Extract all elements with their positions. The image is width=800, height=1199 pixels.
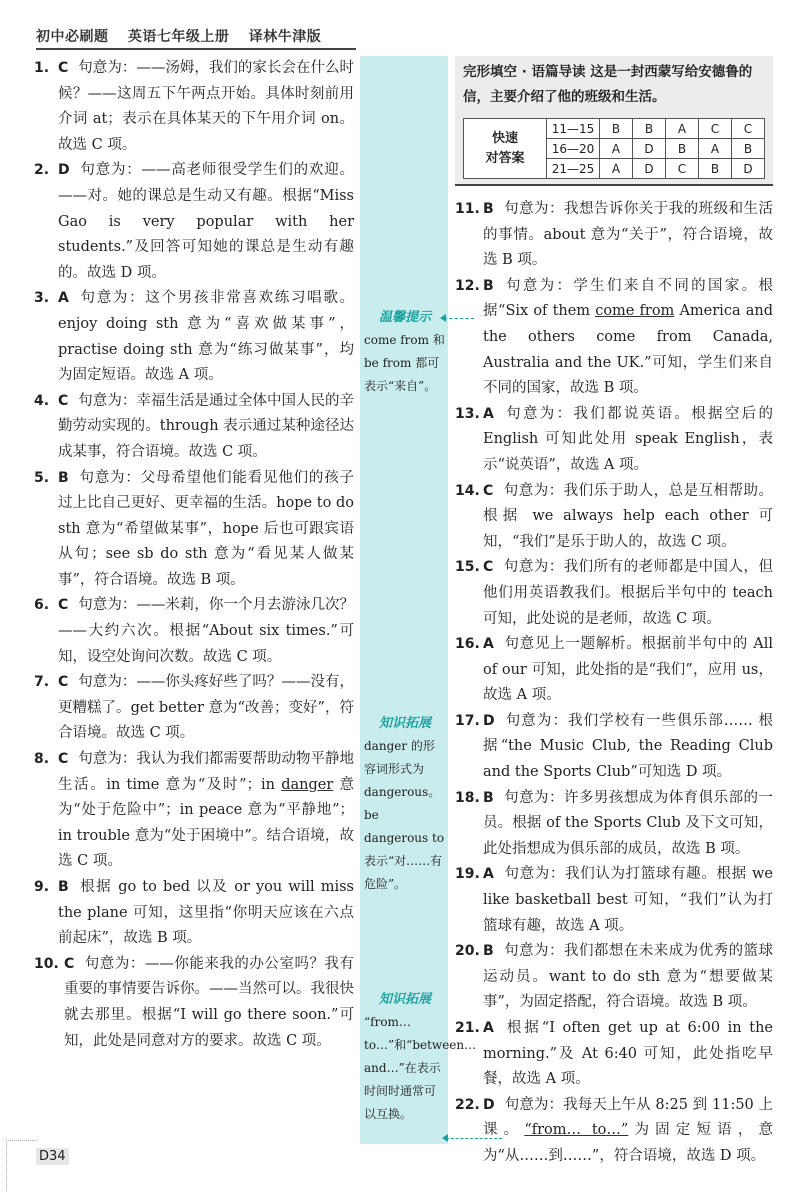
answer-cell: C bbox=[699, 119, 732, 139]
item-answer: A bbox=[483, 405, 494, 422]
answer-cell: B bbox=[600, 119, 633, 139]
answer-cell: D bbox=[633, 159, 666, 179]
item-number: 18. bbox=[455, 789, 480, 806]
answer-item-11 bbox=[455, 197, 773, 274]
item-number: 4. bbox=[34, 392, 50, 409]
right-column bbox=[455, 197, 773, 1170]
range-cell: 16—20 bbox=[547, 139, 600, 159]
answer-item-5 bbox=[34, 466, 354, 594]
range-cell: 11—15 bbox=[547, 119, 600, 139]
item-number: 10. bbox=[34, 955, 59, 972]
underlined-term: “from… to…” bbox=[524, 1122, 629, 1139]
subject-title: 英语七年级上册 bbox=[127, 29, 230, 45]
page-number: D34 bbox=[36, 1148, 69, 1165]
item-answer: A bbox=[483, 636, 494, 653]
item-number: 2. bbox=[34, 162, 50, 179]
item-number: 14. bbox=[455, 482, 480, 499]
item-answer: C bbox=[58, 392, 69, 409]
item-answer: C bbox=[58, 751, 69, 768]
item-number: 3. bbox=[34, 290, 50, 307]
answer-item-4 bbox=[34, 389, 354, 466]
item-explanation: 根据 go to bed 以及 or you will miss the plane 可知，这里指“你明天应该在六点前起床”，故选 B 项。 bbox=[58, 879, 354, 947]
tip-box-warm-reminder bbox=[364, 306, 446, 398]
item-answer: C bbox=[64, 955, 75, 972]
item-answer: A bbox=[483, 866, 494, 883]
answer-item-16 bbox=[455, 632, 773, 709]
tip-box-knowledge-extension-1 bbox=[364, 712, 446, 896]
item-explanation-part-a: 句意为：我每天上午从 8:25 到 11:50 上课。 bbox=[483, 1096, 773, 1139]
item-answer: B bbox=[58, 469, 69, 486]
item-number: 5. bbox=[34, 469, 50, 486]
item-answer: C bbox=[483, 559, 494, 576]
item-explanation-part-a: 句意为：学生们来自不同的国家。根据“Six of them bbox=[483, 277, 773, 320]
answer-item-20 bbox=[455, 939, 773, 1016]
item-explanation: 句意为：——米莉，你一个月去游泳几次？——大约六次。根据“About six times.”可知，设空处询问次数。故选 C 项。 bbox=[58, 597, 354, 665]
item-number: 13. bbox=[455, 405, 480, 422]
item-number: 17. bbox=[455, 712, 480, 729]
cloze-summary: 这是一封西蒙写给安德鲁的信，主要介绍了他的班级和生活。 bbox=[463, 64, 753, 105]
item-answer: C bbox=[58, 597, 69, 614]
item-explanation: 句意为：我们学校有一些俱乐部…… 根据“the Music Club, the Reading Club and the Sports Club”可知选 D 项。 bbox=[483, 712, 773, 781]
item-number: 19. bbox=[455, 866, 480, 883]
item-explanation: 根据“I often get up at 6:00 in the morning.”及 At 6:40 可知，此处指吃早餐，故选 A 项。 bbox=[483, 1020, 773, 1088]
tip-body: danger 的形容词形式为 dangerous。be dangerous to 表示“对……有危险”。 bbox=[364, 739, 445, 891]
answer-item-2 bbox=[34, 158, 354, 286]
item-answer: C bbox=[58, 674, 69, 691]
left-column bbox=[34, 56, 354, 1054]
answer-cell: A bbox=[600, 159, 633, 179]
item-number: 20. bbox=[455, 943, 480, 960]
answer-cell: B bbox=[666, 139, 699, 159]
item-number: 12. bbox=[455, 277, 480, 294]
answer-item-19 bbox=[455, 862, 773, 939]
item-explanation-part-b: 意为“处于危险中”；in peace 意为“平静地”；in trouble 意为“处于困境中”。结合语境，故选 C 项。 bbox=[58, 776, 354, 870]
cloze-overview-box bbox=[455, 56, 773, 186]
underlined-term: come from bbox=[595, 303, 675, 320]
answer-cell: D bbox=[633, 139, 666, 159]
answer-item-15 bbox=[455, 555, 773, 632]
item-answer: A bbox=[483, 1020, 494, 1036]
answer-item-1 bbox=[34, 56, 354, 158]
item-answer: A bbox=[58, 290, 69, 307]
item-explanation: 句意为：——汤姆，我们的家长会在什么时候？——这周五下午两点开始。具体时刻前用介词 at；表示在具体某天的下午用介词 on。故选 C 项。 bbox=[58, 60, 354, 153]
answer-item-14 bbox=[455, 479, 773, 556]
answer-item-22 bbox=[455, 1093, 773, 1170]
item-explanation-part-b: America and the others come from Canada, Australia and the UK.”可知，学生们来自不同的国家，故选 B 项。 bbox=[483, 303, 773, 397]
item-number: 22. bbox=[455, 1096, 480, 1113]
item-number: 16. bbox=[455, 636, 480, 653]
tip-body: “from… to…”和“between… and…”在表示时间时通常可以互换。 bbox=[364, 1015, 477, 1121]
answer-cell: A bbox=[699, 139, 732, 159]
quick-answer-label: 快速 对答案 bbox=[464, 119, 547, 179]
tip-title: 知识拓展 bbox=[378, 992, 431, 1007]
answer-item-10 bbox=[34, 952, 354, 1054]
answer-cell: B bbox=[732, 139, 765, 159]
item-explanation-part-b: 为固定短语，意为“从……到……”，符合语境，故选 D 项。 bbox=[483, 1122, 773, 1164]
item-explanation: 句意为：幸福生活是通过全体中国人民的辛勤劳动实现的。through 表示通过某种途径达成某事，符合语境。故选 C 项。 bbox=[58, 392, 354, 460]
tip-title: 知识拓展 bbox=[378, 716, 431, 731]
item-explanation: 句意为：许多男孩想成为体育俱乐部的一员。根据 of the Sports Club 及下文可知，此处指想成为俱乐部的成员，故选 B 项。 bbox=[483, 789, 773, 857]
item-number: 15. bbox=[455, 559, 480, 576]
item-number: 9. bbox=[34, 879, 50, 895]
answer-item-13 bbox=[455, 402, 773, 479]
answer-cell: A bbox=[600, 139, 633, 159]
item-explanation: 句意为：我们乐于助人，总是互相帮助。根据 we always help each other 可知，“我们”是乐于助人的，故选 C 项。 bbox=[483, 482, 773, 550]
item-explanation: 句意为：我想告诉你关于我的班级和生活的事情。about 意为“关于”，符合语境，故选 B 项。 bbox=[483, 201, 773, 269]
item-explanation-part-a: 句意为：我认为我们都需要帮助动物平静地生活。in time 意为“及时”；in bbox=[58, 751, 354, 793]
item-explanation: 句意为：——你能来我的办公室吗？我有重要的事情要告诉你。——当然可以。我很快就去那里。根据“I will go there soon.”可知，此处是同意对方的要求。故选 C 项。 bbox=[64, 955, 354, 1049]
answer-cell: B bbox=[699, 159, 732, 179]
running-header bbox=[36, 26, 335, 46]
item-number: 8. bbox=[34, 751, 50, 768]
item-number: 1. bbox=[34, 60, 50, 76]
answer-item-7 bbox=[34, 670, 354, 747]
item-answer: C bbox=[58, 60, 69, 76]
answer-item-21 bbox=[455, 1016, 773, 1093]
answer-item-17 bbox=[455, 709, 773, 786]
answer-item-18 bbox=[455, 786, 773, 863]
corner-decoration bbox=[6, 1140, 37, 1191]
item-explanation: 句意为：我们都想在未来成为优秀的篮球运动员。want to do sth 意为“想要做某事”，为固定搭配，符合语境。故选 B 项。 bbox=[483, 943, 773, 1011]
item-answer: B bbox=[483, 789, 494, 806]
answer-item-9 bbox=[34, 875, 354, 952]
answer-item-8 bbox=[34, 747, 354, 875]
item-answer: D bbox=[58, 162, 70, 179]
answer-cell: A bbox=[666, 119, 699, 139]
answer-cell: C bbox=[666, 159, 699, 179]
answer-cell: D bbox=[732, 159, 765, 179]
item-number: 11. bbox=[455, 201, 480, 217]
table-row bbox=[464, 119, 765, 139]
item-answer: B bbox=[58, 879, 69, 895]
item-answer: D bbox=[483, 1096, 495, 1113]
underlined-term: danger bbox=[281, 776, 334, 793]
item-explanation: 句意为：我们都说英语。根据空后的 English 可知此处用 speak English，表示“说英语”，故选 A 项。 bbox=[483, 405, 773, 473]
tip-title: 温馨提示 bbox=[378, 310, 431, 325]
answer-item-6 bbox=[34, 593, 354, 670]
cloze-intro bbox=[463, 60, 767, 110]
item-explanation: 句意为：——你头疼好些了吗？——没有，更糟糕了。get better 意为“改善；变好”，符合语境。故选 C 项。 bbox=[58, 674, 354, 742]
item-answer: C bbox=[483, 482, 494, 499]
item-answer: B bbox=[483, 277, 494, 294]
quick-answer-table bbox=[463, 118, 765, 179]
item-number: 6. bbox=[34, 597, 50, 614]
answer-item-12 bbox=[455, 274, 773, 402]
answer-cell: B bbox=[633, 119, 666, 139]
item-answer: B bbox=[483, 943, 494, 960]
item-answer: B bbox=[483, 201, 494, 217]
item-number: 7. bbox=[34, 674, 50, 691]
item-explanation: 句意为：这个男孩非常喜欢练习唱歌。enjoy doing sth 意为“喜欢做某事”，practise doing sth 意为“练习做某事”，均为固定短语。故选 A 项。 bbox=[58, 290, 354, 384]
answer-cell: C bbox=[732, 119, 765, 139]
item-explanation: 句意为：我们所有的老师都是中国人，但他们用英语教我们。根据后半句中的 teach 可知，此处说的是老师，故选 C 项。 bbox=[483, 559, 773, 627]
series-title: 初中必刷题 bbox=[36, 29, 109, 45]
item-explanation: 句意为：——高老师很受学生们的欢迎。——对。她的课总是生动又有趣。根据“Miss Gao is very popular with her students.”及回答可知她的课总是生动有趣的。故选 D 项。 bbox=[58, 162, 354, 281]
item-number: 21. bbox=[455, 1020, 480, 1036]
cloze-label: 完形填空 · 语篇导读 bbox=[463, 64, 586, 80]
range-cell: 21—25 bbox=[547, 159, 600, 179]
item-explanation: 句意为：父母希望他们能看见他们的孩子过上比自己更好、更幸福的生活。hope to do sth 意为“希望做某事”，hope 后也可跟宾语从句；see sb do sth 意为“看见某人做某事”，符合语境。故选 B 项。 bbox=[58, 469, 354, 588]
answer-item-3 bbox=[34, 286, 354, 388]
tip-body: come from 和 be from 都可表示“来自”。 bbox=[364, 333, 445, 393]
item-answer: D bbox=[483, 712, 495, 729]
item-explanation: 句意为：我们认为打篮球有趣。根据 we like basketball best 可知，“我们”认为打篮球有趣，故选 A 项。 bbox=[483, 866, 773, 934]
edition-title: 译林牛津版 bbox=[248, 29, 322, 45]
header-rule bbox=[36, 48, 356, 50]
item-explanation: 句意见上一题解析。根据前半句中的 All of our 可知，此处指的是“我们”，应用 us，故选 A 项。 bbox=[483, 636, 773, 704]
